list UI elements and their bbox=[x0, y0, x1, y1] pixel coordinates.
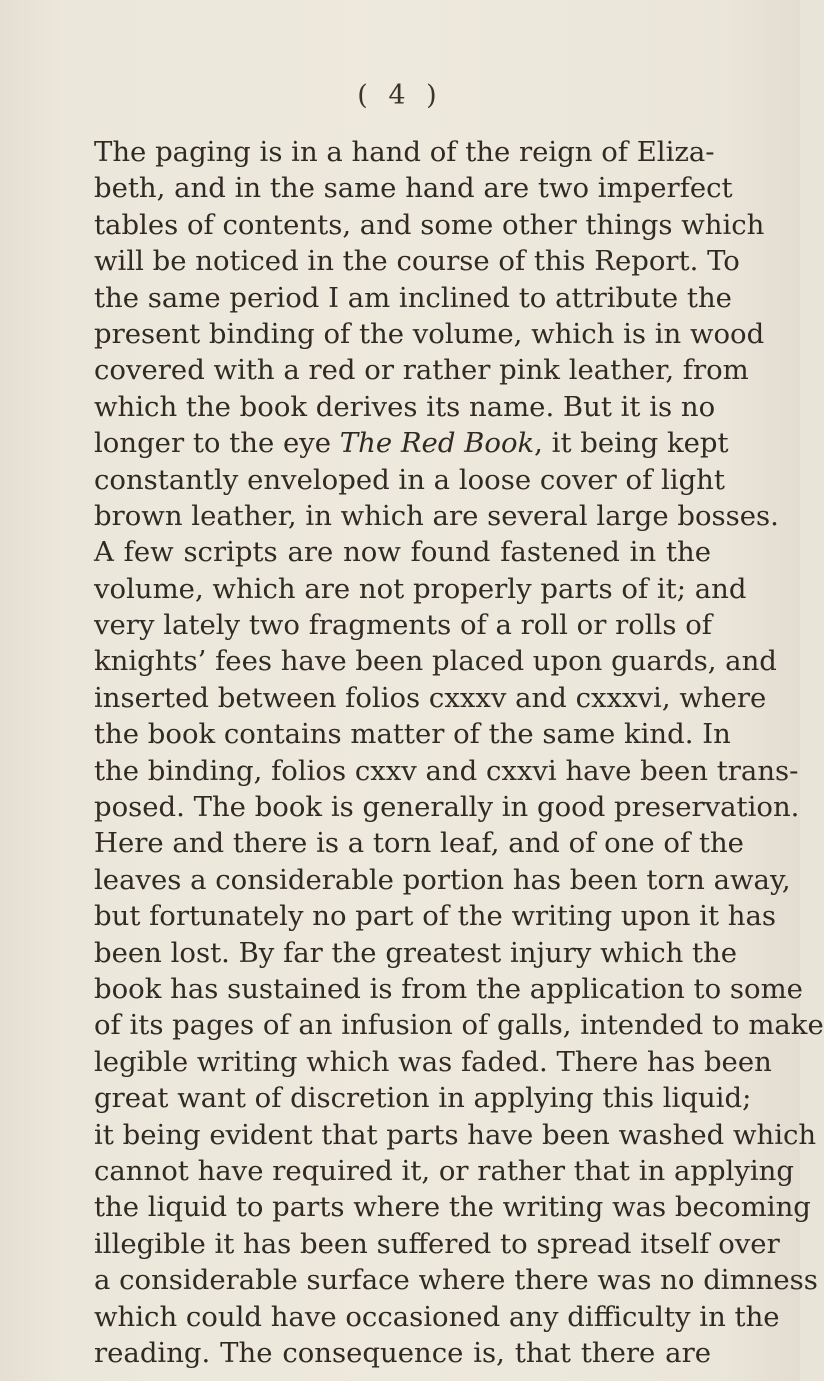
text-line: the liquid to parts where the writing was becoming bbox=[94, 1191, 811, 1224]
text-line: will be noticed in the course of this Report. To bbox=[94, 245, 740, 278]
text-line: covered with a red or rather pink leather, from bbox=[94, 354, 749, 387]
body-text bbox=[94, 134, 824, 1371]
text-line: the binding, folios cxxv and cxxvi have been trans- bbox=[94, 754, 799, 787]
page-number: ( 4 ) bbox=[357, 80, 443, 111]
text-line-red-book: longer to the eye The Red Book, it being kept bbox=[94, 427, 729, 460]
text-line: which could have occasioned any difficulty in the bbox=[94, 1300, 780, 1333]
text-line: the book contains matter of the same kind. In bbox=[94, 718, 731, 751]
text-line: reading. The consequence is, that there are bbox=[94, 1336, 711, 1369]
text-line: inserted between folios cxxxv and cxxxvi, where bbox=[94, 681, 767, 714]
text-line: great want of discretion in applying this liquid; bbox=[94, 1082, 752, 1115]
text-line: The paging is in a hand of the reign of Eliza- bbox=[94, 136, 715, 168]
text-line: of its pages of an infusion of galls, intended to make bbox=[94, 1009, 824, 1042]
text-line: illegible it has been suffered to spread itself over bbox=[94, 1227, 780, 1260]
text-line: A few scripts are now found fastened in the bbox=[94, 536, 711, 569]
text-line: been lost. By far the greatest injury which the bbox=[94, 936, 738, 969]
text-line: posed. The book is generally in good preservation. bbox=[94, 791, 800, 824]
text-line: tables of contents, and some other things which bbox=[94, 208, 765, 241]
text-line: leaves a considerable portion has been torn away, bbox=[94, 863, 791, 896]
text-line: cannot have required it, or rather that in applying bbox=[94, 1154, 795, 1187]
text-line: constantly enveloped in a loose cover of light bbox=[94, 463, 725, 496]
text-line: legible writing which was faded. There has been bbox=[94, 1045, 772, 1078]
text-line: Here and there is a torn leaf, and of one of the bbox=[94, 827, 744, 860]
text-line: beth, and in the same hand are two imperfect bbox=[94, 172, 733, 205]
text-line: brown leather, in which are several large bosses. bbox=[94, 499, 779, 532]
text-line: but fortunately no part of the writing upon it has bbox=[94, 900, 776, 933]
text-line: volume, which are not properly parts of it; and bbox=[94, 572, 747, 605]
text-line: knights’ fees have been placed upon guards, and bbox=[94, 645, 777, 678]
text-line: the same period I am inclined to attribute the bbox=[94, 281, 732, 314]
text-line: book has sustained is from the application to some bbox=[94, 972, 803, 1005]
text-line: it being evident that parts have been washed which bbox=[94, 1118, 817, 1151]
text-line: which the book derives its name. But it is no bbox=[94, 390, 716, 423]
text-line: a considerable surface where there was no dimness bbox=[94, 1264, 818, 1297]
text-line: present binding of the volume, which is in wood bbox=[94, 317, 765, 350]
text-line: very lately two fragments of a roll or rolls of bbox=[94, 609, 712, 642]
book-title: The Red Book bbox=[339, 427, 535, 460]
